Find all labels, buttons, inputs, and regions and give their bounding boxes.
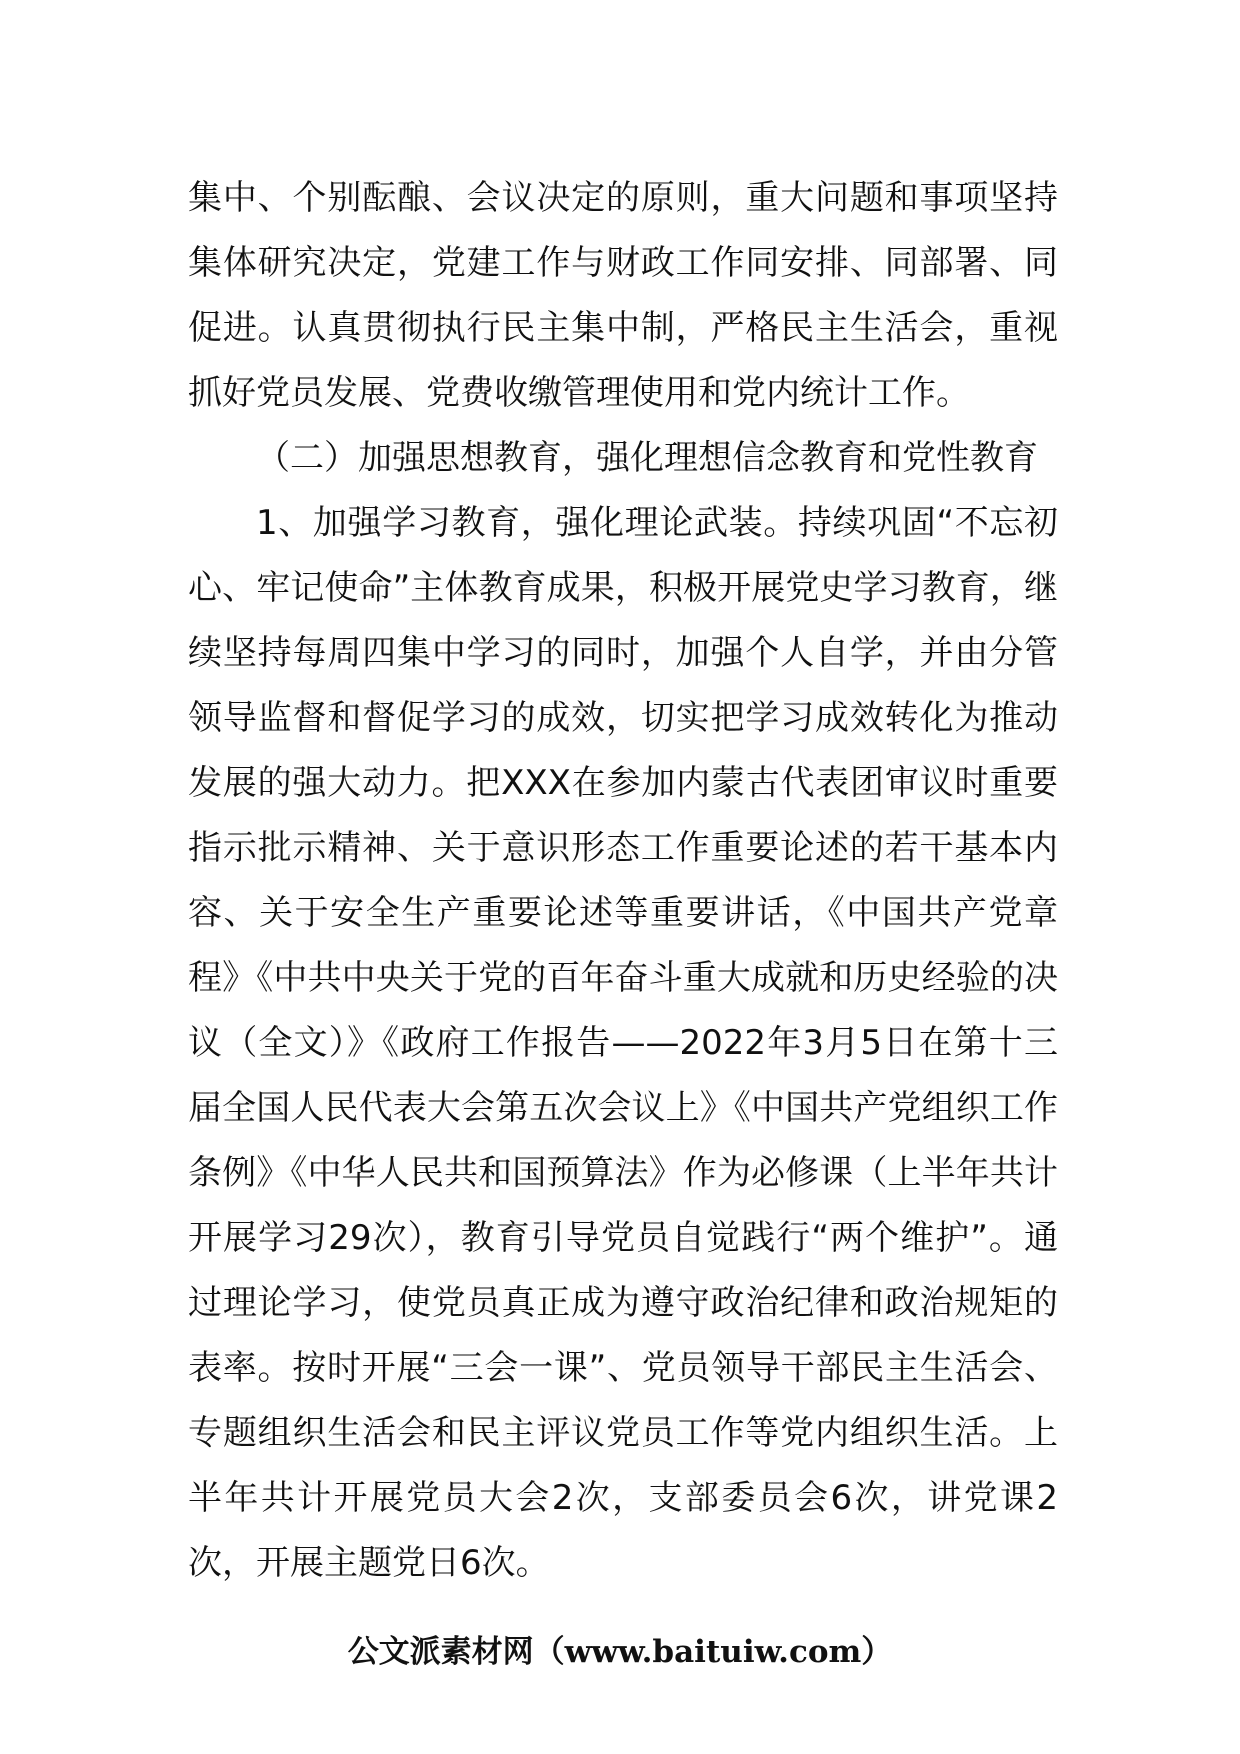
paragraph-study-education: 1、加强学习教育，强化理论武装。持续巩固“不忘初心、牢记使命”主体教育成果，积极开展党史学习教育，继续坚持每周四集中学习的同时，加强个人自学，并由分管领导监督和督促学习的成效，切实把学习成效转化为推动发展的强大动力。把XXX在参加内蒙古代表团审议时重要指示批示精神、关于意识形态工作重要论述的若干基本内容、关于安全生产重要论述等重要讲话，《中国共产党章程》《中共中央关于党的百年奋斗重大成就和历史经验的决议（全文）》《政府工作报告——2022年3月5日在第十三届全国人民代表大会第五次会议上》《中国共产党组织工作条例》《中华人民共和国预算法》作为必修课（上半年共计开展学习29次），教育引导党员自觉践行“两个维护”。通过理论学习，使党员真正成为遵守政治纪律和政治规矩的表率。按时开展“三会一课”、党员领导干部民主生活会、专题组织生活会和民主评议党员工作等党内组织生活。上半年共计开展党员大会2次，支部委员会6次，讲党课2次，开展主题党日6次。 [188, 503, 1058, 1583]
document-body [188, 166, 1058, 1596]
section-heading: （二）加强思想教育，强化理想信念教育和党性教育 [256, 438, 1038, 478]
footer-watermark: 公文派素材网（www.baituiw.com） [347, 1634, 893, 1670]
paragraph-continuation: 集中、个别酝酿、会议决定的原则，重大问题和事项坚持集体研究决定，党建工作与财政工作同安排、同部署、同促进。认真贯彻执行民主集中制，严格民主生活会，重视抓好党员发展、党费收缴管理使用和党内统计工作。 [188, 178, 1058, 413]
